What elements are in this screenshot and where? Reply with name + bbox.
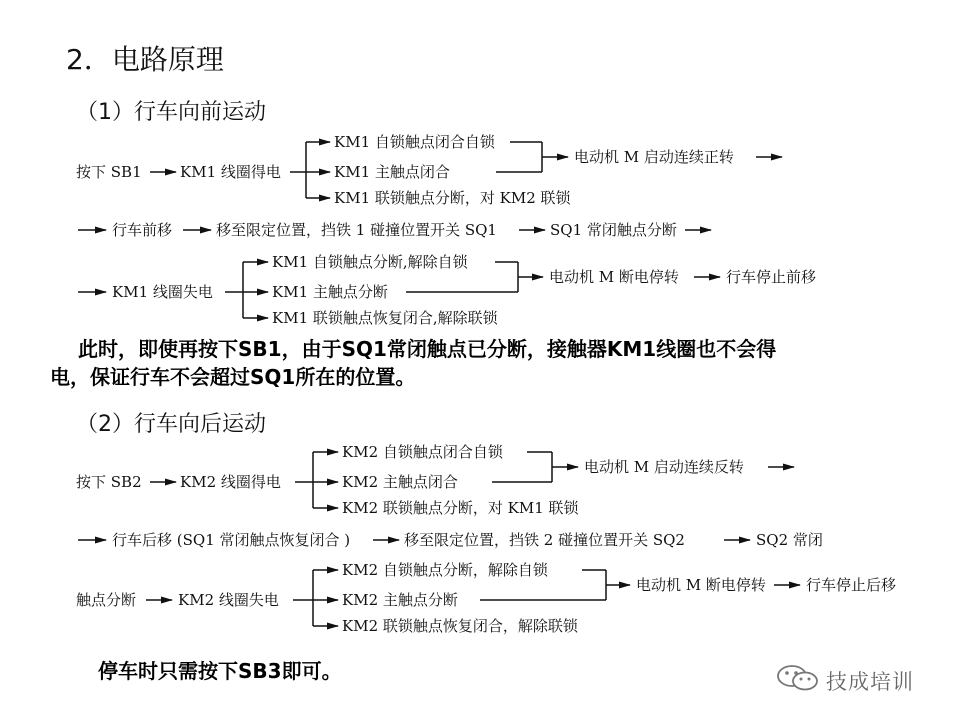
backward-branch2-item: KM2 主触点分断 — [342, 591, 458, 609]
note-line: 电，保证行车不会超过SQ1所在的位置。 — [50, 365, 416, 389]
forward-stop: 行车停止前移 — [726, 268, 817, 286]
backward-motor-stop: 电动机 M 断电停转 — [636, 576, 766, 594]
backward-branch2-item: KM2 联锁触点恢复闭合，解除联锁 — [342, 617, 578, 635]
watermark-text: 技成培训 — [826, 669, 914, 694]
forward-sq1-nc-open: SQ1 常闭触点分断 — [550, 221, 677, 239]
footer-note: 停车时只需按下SB3即可。 — [98, 659, 342, 683]
forward-limit: 移至限定位置，挡铁 1 碰撞位置开关 SQ1 — [216, 221, 497, 239]
backward-branch1-item: KM2 联锁触点分断，对 KM1 联锁 — [342, 499, 579, 517]
forward-motor-start: 电动机 M 启动连续正转 — [574, 148, 734, 166]
backward-stop: 行车停止后移 — [806, 576, 897, 594]
forward-press-sb1: 按下 SB1 — [76, 163, 142, 181]
backward-branch2-item: KM2 自锁触点分断，解除自锁 — [342, 561, 548, 579]
backward-km2-coil-on: KM2 线圈得电 — [180, 473, 281, 491]
wechat-icon — [776, 664, 820, 697]
forward-move: 行车前移 — [112, 221, 173, 239]
forward-branch1-item: KM1 自锁触点闭合自锁 — [334, 133, 495, 151]
backward-motor-start: 电动机 M 启动连续反转 — [584, 458, 744, 476]
note-line: 此时，即使再按下SB1，由于SQ1常闭触点已分断，接触器KM1线圈也不会得 — [78, 337, 777, 361]
forward-heading: （1）行车向前运动 — [76, 100, 266, 125]
backward-heading: （2）行车向后运动 — [76, 412, 266, 437]
backward-press-sb2: 按下 SB2 — [76, 473, 142, 491]
forward-km1-coil-off: KM1 线圈失电 — [112, 283, 213, 301]
forward-branch2-item: KM1 自锁触点分断,解除自锁 — [272, 253, 468, 271]
page-title: 2．电路原理 — [66, 43, 224, 76]
backward-branch1-item: KM2 自锁触点闭合自锁 — [342, 443, 503, 461]
backward-branch1-item: KM2 主触点闭合 — [342, 473, 458, 491]
forward-branch2-item: KM1 主触点分断 — [272, 283, 388, 301]
forward-branch1-item: KM1 联锁触点分断，对 KM2 联锁 — [334, 189, 571, 207]
watermark — [776, 664, 914, 697]
forward-motor-stop: 电动机 M 断电停转 — [549, 268, 679, 286]
backward-move: 行车后移 (SQ1 常闭触点恢复闭合 ) — [112, 531, 351, 549]
backward-km2-coil-off: KM2 线圈失电 — [178, 591, 279, 609]
backward-limit: 移至限定位置，挡铁 2 碰撞位置开关 SQ2 — [404, 531, 685, 549]
backward-sq2-nc: SQ2 常闭 — [756, 531, 823, 549]
forward-branch2-item: KM1 联锁触点恢复闭合,解除联锁 — [272, 309, 498, 327]
backward-contact-open: 触点分断 — [76, 591, 137, 609]
forward-branch1-item: KM1 主触点闭合 — [334, 163, 450, 181]
forward-km1-coil-on: KM1 线圈得电 — [180, 163, 281, 181]
